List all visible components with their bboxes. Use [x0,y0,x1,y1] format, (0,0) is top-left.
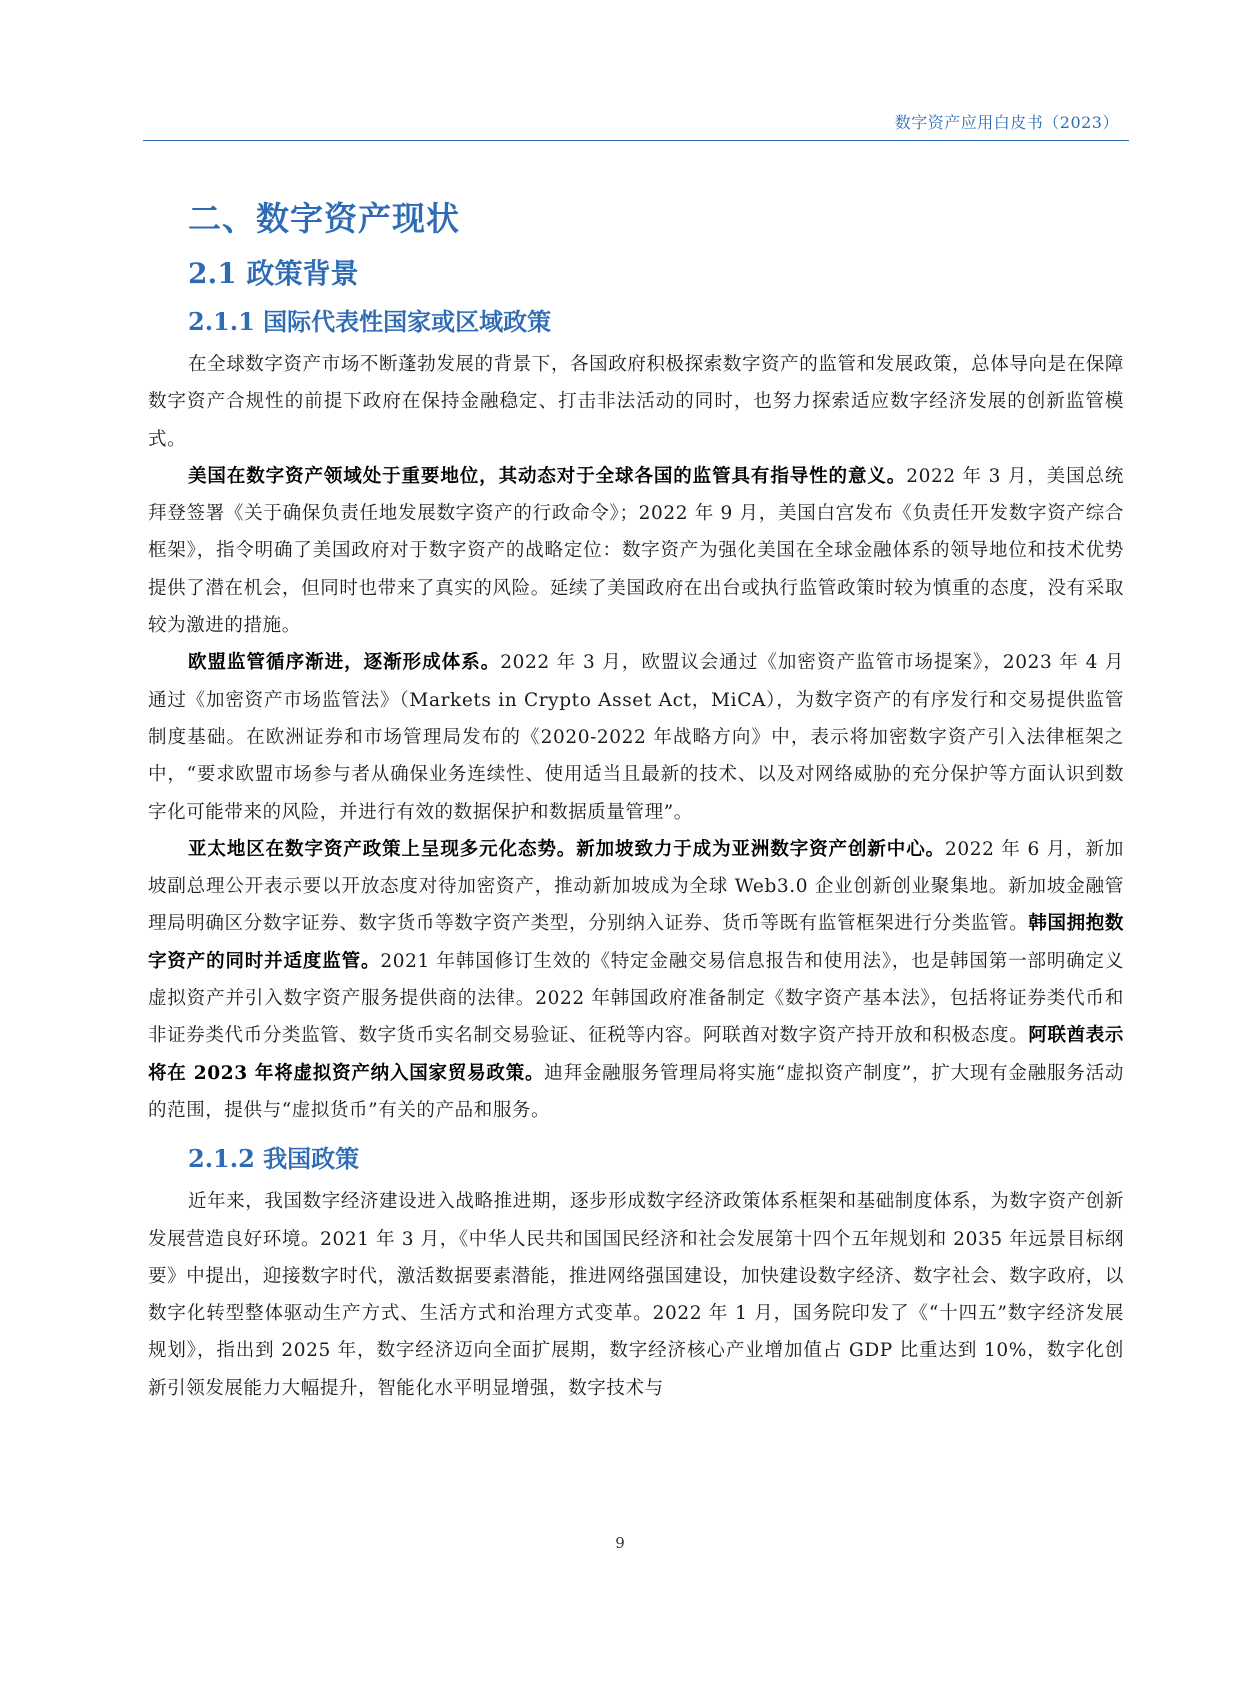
paragraph-overview: 在全球数字资产市场不断蓬勃发展的背景下，各国政府积极探索数字资产的监管和发展政策，总体导向是在保障数字资产合规性的前提下政府在保持金融稳定、打击非法活动的同时，也努力探索适应数字经济发展的创新监管模式。 [148,354,1124,450]
eu-lead-sentence: 欧盟监管循序渐进，逐渐形成体系。 [188,652,501,674]
section-title: 2.1 政策背景 [188,257,359,290]
chapter-title: 二、数字资产现状 [188,199,460,238]
uae-lead-sentence: 阿联酋表示将在 2023 年将虚拟资产纳入国家贸易政策。 [148,1025,1124,1084]
usa-lead-sentence: 美国在数字资产领域处于重要地位，其动态对于全球各国的监管具有指导性的意义。 [188,465,907,487]
usa-body-text: 2022 年 3 月，美国总统拜登签署《关于确保负责任地发展数字资产的行政命令》；2022 年 9 月，美国白宫发布《负责任开发数字资产综合框架》，指令明确了美国政府对于数字资产的战略定位：数字资产为强化美国在全球金融体系的领导地位和技术优势提供了潜在机会，但同时也带来了真实的风险。延续了美国政府在出台或执行监管政策时较为慎重的态度，没有采取较为激进的措施。 [148,465,1124,637]
uae-body-text: 迪拜金融服务管理局将实施“虚拟资产制度”，扩大现有金融服务活动的范围，提供与“虚拟货币”有关的产品和服务。 [148,1062,1124,1121]
asia-pacific-lead-sentence: 亚太地区在数字资产政策上呈现多元化态势。新加坡致力于成为亚洲数字资产创新中心。 [188,838,946,860]
page-number: 9 [615,1534,625,1552]
subsection-title-international: 2.1.1 国际代表性国家或区域政策 [188,307,552,336]
paragraph-asia-pacific [148,831,1124,1129]
paragraph-china-policy: 近年来，我国数字经济建设进入战略推进期，逐步形成数字经济政策体系框架和基础制度体系，为数字资产创新发展营造良好环境。2021 年 3 月，《中华人民共和国国民经济和社会发展第十四个五年规划和 2035 年远景目标纲要》中提出，迎接数字时代，激活数据要素潜能，推进网络强国建设，加快建设数字经济、数字社会、数字政府，以数字化转型整体驱动生产方式、生活方式和治理方式变革。2022 年 1 月，国务院印发了《“十四五”数字经济发展规划》，指出到 2025 年，数字经济迈向全面扩展期，数字经济核心产业增加值占 GDP 比重达到 10%，数字化创新引领发展能力大幅提升，智能化水平明显增强，数字技术与 [148,1191,1124,1399]
korea-body-text: 2021 年韩国修订生效的《特定金融交易信息报告和使用法》，也是韩国第一部明确定义虚拟资产并引入数字资产服务提供商的法律。2022 年韩国政府准备制定《数字资产基本法》，包括将证券类代币和非证券类代币分类监管、数字货币实名制交易验证、征税等内容。阿联酋对数字资产持开放和积极态度。 [148,950,1124,1047]
running-title: 数字资产应用白皮书（2023） [894,113,1119,132]
eu-body-text: 2022 年 3 月，欧盟议会通过《加密资产监管市场提案》，2023 年 4 月通过《加密资产市场监管法》（Markets in Crypto Asset Act，MiCA），为数字资产的有序发行和交易提供监管制度基础。在欧洲证券和市场管理局发布的《2020-2022 年战略方向》中，表示将加密数字资产引入法律框架之中，“要求欧盟市场参与者从确保业务连续性、使用适当且最新的技术、以及对网络威胁的充分保护等方面认识到数字化可能带来的风险，并进行有效的数据保护和数据质量管理”。 [148,652,1124,823]
korea-lead-sentence: 韩国拥抱数字资产的同时并适度监管。 [148,913,1124,972]
subsection-title-china: 2.1.2 我国政策 [188,1144,360,1174]
page-content [148,196,1124,1407]
singapore-body-text: 2022 年 6 月，新加坡副总理公开表示要以开放态度对待加密资产，推动新加坡成为全球 Web3.0 企业创新创业聚集地。新加坡金融管理局明确区分数字证券、数字货币等数字资产类型，分别纳入证券、货币等既有监管框架进行分类监管。 [148,838,1125,935]
paragraph-usa [148,458,1124,644]
paragraph-eu [148,644,1124,830]
page-header [143,110,1129,141]
